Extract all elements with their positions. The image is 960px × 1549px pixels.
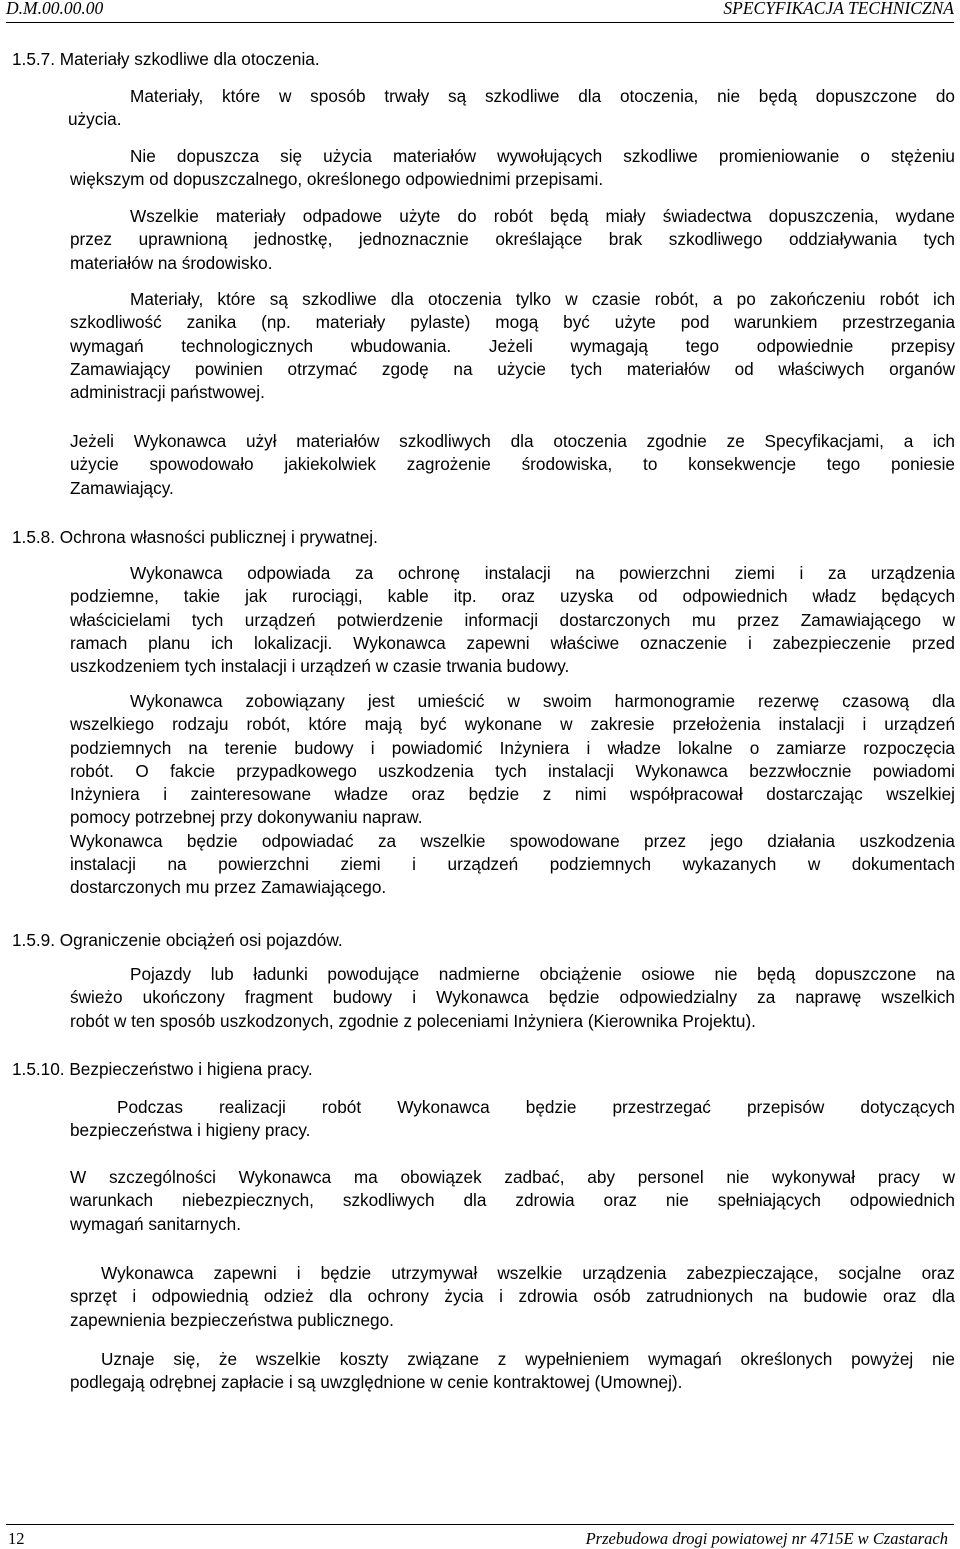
paragraph-line: Materiały, które w sposób trwały są szkodliwe dla otoczenia, nie będą dopuszczone do xyxy=(130,86,955,106)
paragraph-1 xyxy=(12,85,955,132)
paragraph-line: wymagań technologicznych wbudowania. Jeżeli wymagają tego odpowiednie przepisy xyxy=(70,335,955,356)
paragraph-line: Materiały, które są szkodliwe dla otoczenia tylko w czasie robót, a po zakończeniu robót ich xyxy=(130,289,955,309)
section-heading-1-5-10: 1.5.10. Bezpieczeństwo i higiena pracy. xyxy=(12,1059,313,1079)
paragraph-line: przez uprawnioną jednostkę, jednoznacznie określające brak szkodliwego oddziaływania tych xyxy=(70,229,955,250)
paragraph-line: Wszelkie materiały odpadowe użyte do robót będą miały świadectwa dopuszczenia, wydane xyxy=(130,206,955,226)
paragraph-3 xyxy=(70,205,955,275)
section-heading-1-5-9: 1.5.9. Ograniczenie obciążeń osi pojazdów. xyxy=(12,930,343,950)
paragraph-line: Wykonawca odpowiada za ochronę instalacji na powierzchni ziemi i za urządzenia xyxy=(130,563,955,583)
paragraph-line: wymagań sanitarnych. xyxy=(70,1213,242,1234)
paragraph-line: Nie dopuszcza się użycia materiałów wywołujących szkodliwe promieniowanie o stężeniu xyxy=(130,146,955,166)
paragraph-line: podziemne, takie jak rurociągi, kable itp. oraz uzyska od odpowiednich władz będących xyxy=(70,586,955,607)
paragraph-5 xyxy=(70,430,955,500)
paragraph-line: użycia. xyxy=(68,109,122,130)
paragraph-4 xyxy=(70,288,955,404)
paragraph-line: robót. O fakcie przypadkowego uszkodzenia tych instalacji Wykonawca bezzwłocznie powiadomi xyxy=(70,760,955,781)
paragraph-10 xyxy=(70,1166,955,1236)
paragraph-12 xyxy=(70,1348,955,1395)
paragraph-line: podziemnych na terenie budowy i powiadomić Inżyniera i władze lokalne o zamiarze rozpoczęcia xyxy=(70,737,955,758)
paragraph-line: Inżyniera i zainteresowane władze oraz będzie z nimi współpracował dostarczając wszelkiej xyxy=(70,784,955,805)
paragraph-line: Jeżeli Wykonawca użył materiałów szkodliwych dla otoczenia zgodnie ze Specyfikacjami, a ich xyxy=(70,431,955,451)
paragraph-2 xyxy=(12,145,955,192)
paragraph-line: uszkodzeniem tych instalacji i urządzeń w czasie trwania budowy. xyxy=(70,656,570,677)
paragraph-9 xyxy=(70,1096,955,1143)
paragraph-8 xyxy=(70,963,955,1033)
paragraph-line: sprzęt i odpowiednią odzież dla ochrony życia i zdrowia osób zatrudnionych na budowie oraz dla xyxy=(70,1286,955,1307)
paragraph-line: dostarczonych mu przez Zamawiającego. xyxy=(70,877,387,898)
paragraph-line: większym od dopuszczalnego, określonego odpowiednimi przepisami. xyxy=(70,169,604,190)
page-number: 12 xyxy=(8,1529,25,1548)
doc-code: D.M.00.00.00 xyxy=(6,0,104,18)
paragraph-line: instalacji na powierzchni ziemi i urządzeń podziemnych wykazanych w dokumentach xyxy=(70,854,955,875)
paragraph-line: pomocy potrzebnej przy dokonywaniu napraw. xyxy=(70,807,423,828)
paragraph-line: W szczególności Wykonawca ma obowiązek zadbać, aby personel nie wykonywał pracy w xyxy=(70,1167,955,1187)
paragraph-line: robót w ten sposób uszkodzonych, zgodnie z poleceniami Inżyniera (Kierownika Projektu). xyxy=(70,1010,756,1031)
paragraph-11 xyxy=(70,1262,955,1332)
paragraph-line: użycie spowodowało jakiekolwiek zagrożenie środowiska, to konsekwencje tego poniesie xyxy=(70,454,955,475)
paragraph-line: Podczas realizacji robót Wykonawca będzie przestrzegać przepisów dotyczących xyxy=(117,1097,955,1117)
paragraph-line: ramach planu ich lokalizacji. Wykonawca zapewni właściwe oznaczenie i zabezpieczenie przed xyxy=(70,632,955,653)
paragraph-line: właścicielami tych urządzeń potwierdzenie informacji dostarczonych mu przez Zamawiającego w xyxy=(70,609,955,630)
paragraph-line: materiałów na środowisko. xyxy=(70,252,273,273)
paragraph-line: Wykonawca zobowiązany jest umieścić w swoim harmonogramie rezerwę czasową dla xyxy=(130,691,955,711)
paragraph-line: warunkach niebezpiecznych, szkodliwych dla zdrowia oraz nie spełniających odpowiednich xyxy=(70,1190,955,1211)
page-footer xyxy=(6,1524,954,1549)
paragraph-line: świeżo ukończony fragment budowy i Wykonawca będzie odpowiedzialny za naprawę wszelkich xyxy=(70,987,955,1008)
paragraph-line: Uznaje się, że wszelkie koszty związane z wypełnieniem wymagań określonych powyżej nie xyxy=(101,1349,955,1369)
paragraph-line: Zamawiający. xyxy=(70,477,174,498)
paragraph-line: bezpieczeństwa i higieny pracy. xyxy=(70,1120,311,1141)
paragraph-6 xyxy=(70,562,955,678)
paragraph-line: wszelkiego rodzaju robót, które mają być wykonane w zakresie przełożenia instalacji i urządzeń xyxy=(70,714,955,735)
section-heading-1-5-7: 1.5.7. Materiały szkodliwe dla otoczenia. xyxy=(12,49,320,69)
paragraph-7 xyxy=(70,690,955,900)
paragraph-line: Wykonawca zapewni i będzie utrzymywał wszelkie urządzenia zabezpieczające, socjalne oraz xyxy=(101,1263,955,1283)
section-heading-1-5-8: 1.5.8. Ochrona własności publicznej i prywatnej. xyxy=(12,527,378,547)
paragraph-line: zapewnienia bezpieczeństwa publicznego. xyxy=(70,1309,394,1330)
paragraph-line: szkodliwość zanika (np. materiały pylaste) mogą być użyte pod warunkiem przestrzegania xyxy=(70,312,955,333)
paragraph-line: Zamawiający powinien otrzymać zgodę na użycie tych materiałów od właściwych organów xyxy=(70,358,955,379)
paragraph-line: administracji państwowej. xyxy=(70,382,265,403)
project-title: Przebudowa drogi powiatowej nr 4715E w Czastarach xyxy=(585,1529,948,1548)
paragraph-line: Pojazdy lub ładunki powodujące nadmierne obciążenie osiowe nie będą dopuszczone na xyxy=(130,964,955,984)
paragraph-line: podlegają odrębnej zapłacie i są uwzględnione w cenie kontraktowej (Umownej). xyxy=(70,1372,683,1393)
doc-title: SPECYFIKACJA TECHNICZNA xyxy=(723,0,954,18)
page-header xyxy=(6,0,954,23)
paragraph-line: Wykonawca będzie odpowiadać za wszelkie spowodowane przez jego działania uszkodzenia xyxy=(70,830,955,851)
